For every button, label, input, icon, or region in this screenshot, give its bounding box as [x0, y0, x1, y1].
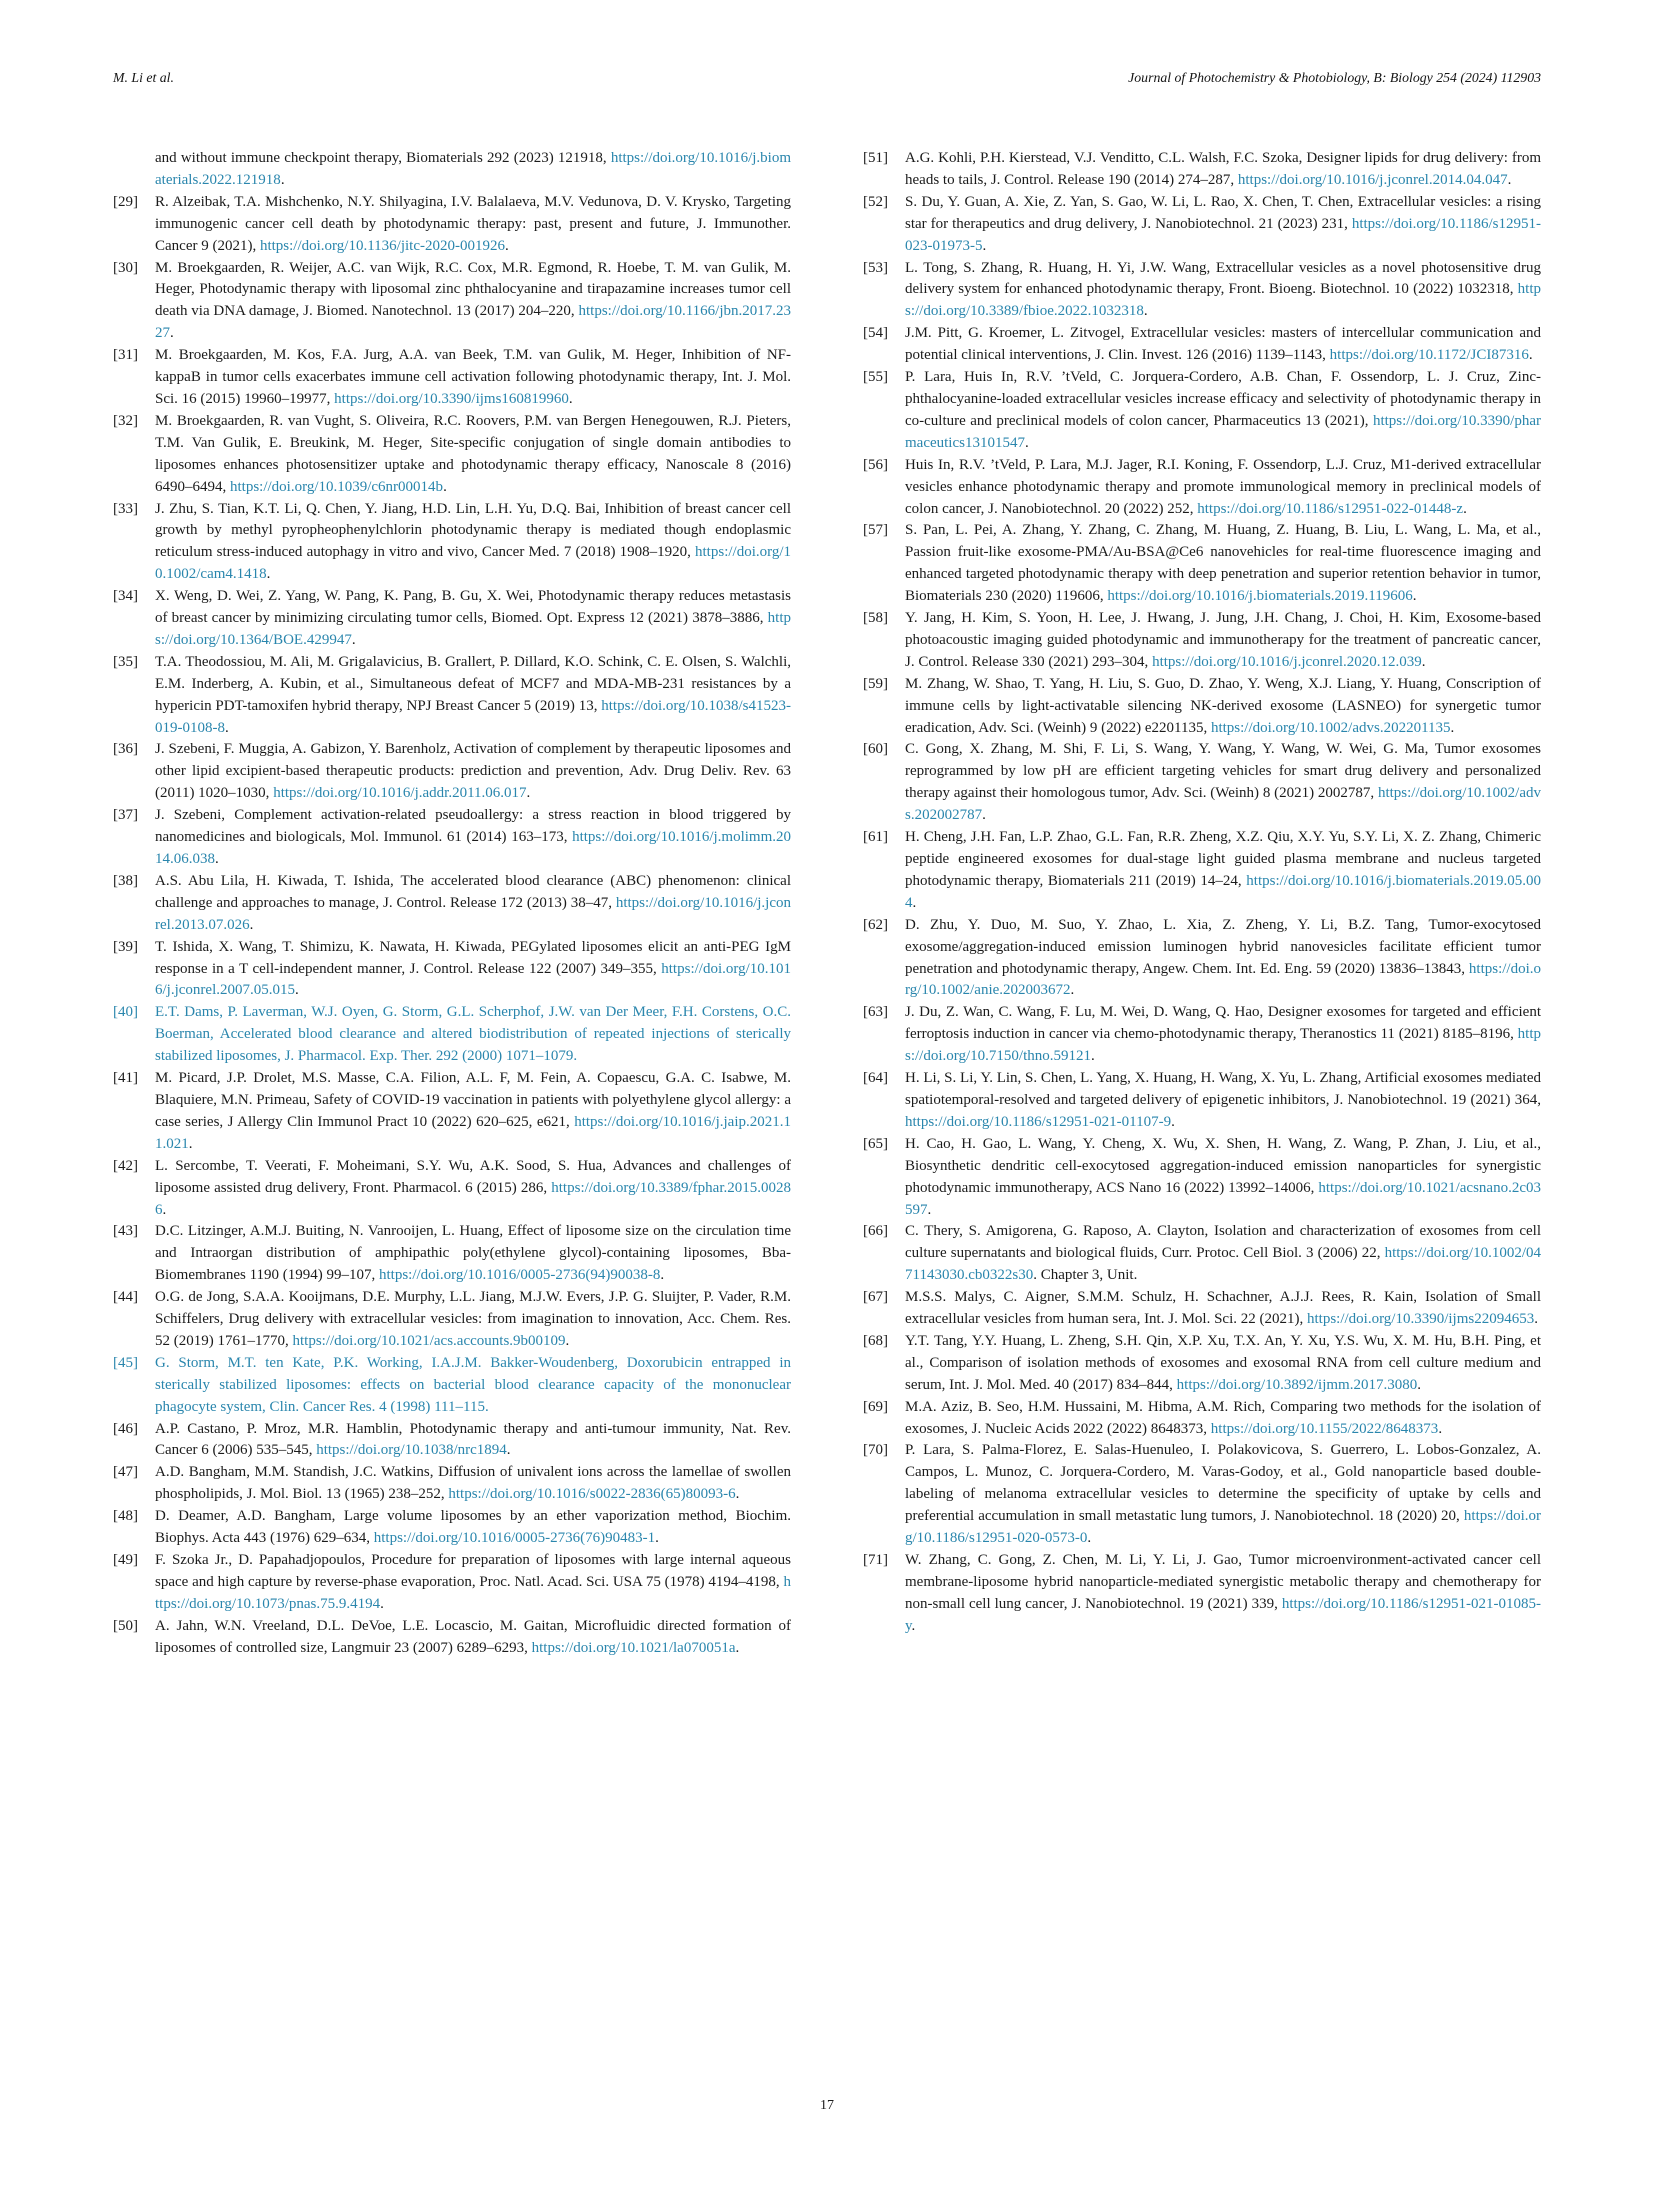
reference-text-segment: . [1171, 1113, 1175, 1130]
references-section [113, 148, 1541, 1660]
doi-link[interactable]: https://doi.org/10.3390/ijms22094653 [1306, 1311, 1535, 1328]
reference-number: [64] [863, 1070, 888, 1087]
doi-link[interactable]: https://doi.org/10.1002/advs.202002787 [905, 785, 1541, 824]
reference-number: [55] [863, 369, 888, 386]
reference-number: [61] [863, 829, 888, 846]
reference-text [155, 654, 791, 736]
reference-number: [53] [863, 259, 888, 276]
reference-text-segment: M. Broekgaarden, R. van Vught, S. Oliveira, R.C. Roovers, P.M. van Bergen Henegouwen, R.J. Pieters, T.M. Van Gulik, E. Breukink, M. Heger, Site-specific conjugation of single domain antibodies to liposomes enhances photosensitizer uptake and photodynamic therapy efficacy, Nanoscale 8 (2016) 6490–6494, [155, 412, 791, 495]
reference-text-segment: R. Alzeibak, T.A. Mishchenko, N.Y. Shilyagina, I.V. Balalaeva, M.V. Vedunova, D. V. Krysko, Targeting immunogenic cancer cell death by photodynamic therapy: past, present and future, J. Immunother. Cancer 9 (2021), [155, 193, 791, 254]
reference-number: [58] [863, 610, 888, 627]
reference-number: [50] [113, 1617, 138, 1634]
reference-number: [59] [863, 675, 888, 692]
doi-link[interactable]: https://doi.org/10.1002/cam4.1418 [155, 544, 791, 583]
doi-link[interactable]: https://doi.org/10.1016/j.jconrel.2007.05.015 [155, 960, 791, 999]
reference-text-segment: A. Jahn, W.N. Vreeland, D.L. DeVoe, L.E. Locascio, M. Gaitan, Microfluidic directed formation of liposomes of controlled size, Langmuir 23 (2007) 6289–6293, [155, 1617, 791, 1656]
reference-item [863, 1397, 1541, 1441]
reference-item [113, 1462, 791, 1506]
reference-text-segment: . [526, 785, 531, 802]
reference-text-segment: . [1534, 1311, 1538, 1328]
reference-item [113, 1616, 791, 1660]
reference-text [155, 1464, 791, 1502]
reference-text-segment: . [170, 325, 174, 342]
reference-text-segment: W. Zhang, C. Gong, Z. Chen, M. Li, Y. Li, J. Gao, Tumor microenvironment-activated cancer cell membrane-liposome hybrid nanoparticle-mediated synergistic metabolic therapy and chemotherapy for non-small cell lung cancer, J. Nanobiotechnol. 19 (2021) 339, [905, 1552, 1541, 1612]
reference-text-segment: P. Lara, S. Palma-Florez, E. Salas-Huenuleo, I. Polakovicova, S. Guerrero, L. Lobos-Gonzalez, A. Campos, L. Munoz, C. Jorquera-Cordero, M. Varas-Godoy, et al., Gold nanoparticle based double-labeling of melanoma extracellular vesicles to determine the specificity of uptake by cells and preferential accumulation in small metastatic lung tumors, J. Nanobiotechnol. 18 (2020) 20, [905, 1442, 1541, 1525]
reference-text [905, 457, 1541, 517]
reference-text-segment: J. Szebeni, F. Muggia, A. Gabizon, Y. Barenholz, Activation of complement by therapeutic liposomes and other lipid excipient-based therapeutic products: prediction and prevention, Adv. Drug Deliv. Rev. 63 (2011) 1020–1030, [155, 741, 791, 802]
reference-number: [34] [113, 588, 138, 605]
reference-text [905, 1004, 1541, 1064]
reference-item [863, 1440, 1541, 1550]
reference-number: [32] [113, 412, 138, 429]
reference-text-segment: . Chapter 3, Unit. [1033, 1267, 1138, 1284]
reference-number: [30] [113, 259, 138, 276]
reference-number: [44] [113, 1289, 138, 1306]
reference-text-segment: M. Broekgaarden, M. Kos, F.A. Jurg, A.A. van Beek, T.M. van Gulik, M. Heger, Inhibition of NF-kappaB in tumor cells exacerbates immune cell activation following photodynamic therapy, Int. J. Mol. Sci. 16 (2015) 19960–19977, [155, 347, 791, 407]
reference-number: [42] [113, 1157, 138, 1174]
doi-link[interactable]: https://doi.org/10.1172/JCI87316 [1329, 347, 1529, 364]
reference-text [905, 325, 1541, 363]
doi-link[interactable]: https://doi.org/10.1186/s12951-023-01973-5 [905, 215, 1541, 254]
reference-text [155, 501, 791, 583]
doi-link[interactable]: https://doi.org/10.1016/j.jconrel.2013.07.026 [155, 894, 791, 933]
reference-text [905, 1333, 1541, 1393]
reference-item [113, 652, 791, 740]
reference-text-segment: . [215, 851, 219, 867]
reference-item [863, 739, 1541, 827]
reference-text-segment: . [911, 1617, 916, 1634]
reference-text-segment: O.G. de Jong, S.A.A. Kooijmans, D.E. Murphy, L.L. Jiang, M.J.W. Evers, J.P. G. Sluijter, P. Vader, R.M. Schiffelers, Drug delivery with extracellular vesicles: from imagination to innovation, Acc. Chem. Res. 52 (2019) 1761–1770, [155, 1289, 791, 1349]
reference-text-segment: . [266, 566, 271, 583]
reference-item [863, 1221, 1541, 1287]
reference-number: [57] [863, 522, 888, 539]
doi-link[interactable]: https://doi.org/10.1016/j.molimm.2014.06.038 [155, 829, 791, 867]
reference-item [113, 1353, 791, 1419]
doi-link[interactable]: https://doi.org/10.1166/jbn.2017.2327 [155, 303, 791, 342]
doi-link[interactable]: https://doi.org/10.1002/advs.202201135 [1210, 719, 1451, 736]
reference-text [155, 1552, 791, 1612]
reference-text-segment: . [912, 894, 917, 911]
reference-item [863, 367, 1541, 455]
reference-item [863, 608, 1541, 674]
reference-text-segment: . [568, 390, 573, 407]
reference-text [905, 1289, 1541, 1327]
reference-text-segment: . [1507, 171, 1512, 188]
reference-text-segment: T.A. Theodossiou, M. Ali, M. Grigalavicius, B. Grallert, P. Dillard, K.O. Schink, C. E. Olsen, S. Walchli, E.M. Inderberg, A. Kubin, et al., Simultaneous defeat of MCF7 and MDA-MB-231 resistances by a hypericin PDT-tamoxifen hybrid therapy, NPJ Breast Cancer 5 (2019) 13, [155, 653, 791, 714]
reference-text-segment: A.D. Bangham, M.M. Standish, J.C. Watkins, Diffusion of univalent ions across the lamellae of swollen phospholipids, J. Mol. Biol. 13 (1965) 238–252, [155, 1464, 791, 1503]
reference-text-segment: . [504, 237, 509, 254]
reference-text-segment: . [982, 807, 986, 824]
reference-number: [33] [113, 500, 138, 517]
reference-text [155, 413, 791, 495]
reference-text-segment: . [927, 1201, 932, 1218]
reference-item [863, 1287, 1541, 1331]
reference-number: [29] [113, 193, 138, 210]
reference-text [905, 194, 1541, 254]
reference-text-segment: . [249, 916, 254, 933]
reference-text-segment: . [735, 1486, 740, 1503]
doi-link[interactable]: https://doi.org/10.1021/la070051a [531, 1639, 736, 1656]
reference-item [113, 345, 791, 411]
reference-item [863, 1002, 1541, 1068]
reference-number: [68] [863, 1332, 888, 1349]
reference-item [863, 1550, 1541, 1638]
reference-number: [54] [863, 325, 888, 342]
reference-text-segment: A.P. Castano, P. Mroz, M.R. Hamblin, Photodynamic therapy and anti-tumour immunity, Nat. Rev. Cancer 6 (2006) 535–545, [155, 1420, 791, 1459]
reference-text [905, 676, 1541, 736]
reference-text [905, 369, 1541, 451]
reference-text-segment: M. Zhang, W. Shao, T. Yang, H. Liu, S. Guo, D. Zhao, Y. Weng, X.J. Liang, Y. Huang, Conscription of immune cells by light-activatable silencing NK-derived exosome (LASNEO) for synergetic tumor eradication, Adv. Sci. (Weinh) 9 (2022) e2201135, [905, 675, 1541, 736]
reference-number: [40] [113, 1004, 138, 1021]
reference-text-segment: . [1463, 500, 1467, 517]
reference-text-segment: D.C. Litzinger, A.M.J. Buiting, N. Vanrooijen, L. Huang, Effect of liposome size on the circulation time and Intraorgan distribution of amphipathic poly(ethylene glycol)-containing liposomes, Bba-Biomembranes 1190 (1994) 99–107, [155, 1223, 791, 1284]
reference-text [155, 1004, 791, 1064]
reference-number: [37] [113, 807, 138, 824]
doi-link[interactable]: https://doi.org/10.1021/acs.accounts.9b00109 [292, 1332, 566, 1349]
doi-link[interactable]: https://doi.org/10.1038/s41523-019-0108-8 [155, 697, 791, 736]
reference-text-segment: D. Zhu, Y. Duo, M. Suo, Y. Zhao, L. Xia, Z. Zheng, Y. Li, B.Z. Tang, Tumor-exocytosed exosome/aggregation-induced emission luminogen hybrid nanovesicles facilitate efficient tumor penetration and photodynamic therapy, Angew. Chem. Int. Ed. Eng. 59 (2020) 13836–13843, [905, 916, 1541, 977]
reference-text [905, 1223, 1541, 1283]
reference-text [155, 741, 791, 801]
reference-item [113, 739, 791, 805]
reference-text-segment: . [1070, 982, 1075, 999]
reference-item [113, 1287, 791, 1353]
doi-link[interactable]: https://doi.org/10.3892/ijmm.2017.3080 [1176, 1376, 1418, 1393]
reference-text [155, 1421, 791, 1459]
reference-text-segment: . [1024, 434, 1029, 451]
doi-link[interactable]: https://doi.org/10.3389/fphar.2015.00286 [155, 1179, 791, 1218]
reference-text-segment: . [1090, 1048, 1095, 1065]
doi-link[interactable]: https://doi.org/10.1186/s12951-020-0573-0 [905, 1508, 1541, 1547]
doi-link[interactable]: https://doi.org/10.3390/pharmaceutics13101547 [905, 412, 1541, 451]
doi-link[interactable]: https://doi.org/10.1021/acsnano.2c03597 [905, 1179, 1541, 1218]
doi-link[interactable]: https://doi.org/10.1016/j.jconrel.2014.04.047 [1237, 171, 1508, 188]
reference-text-segment: . [506, 1442, 511, 1459]
reference-text [905, 610, 1541, 670]
reference-number: [39] [113, 938, 138, 955]
reference-text-segment: S. Du, Y. Guan, A. Xie, Z. Yan, S. Gao, W. Li, L. Rao, X. Chen, T. Chen, Extracellular vesicles: a rising star for therapeutics and drug delivery, J. Nanobiotechnol. 21 (2023) 231, [905, 193, 1541, 232]
reference-text-segment: . [1450, 719, 1455, 736]
reference-text-segment: . [1417, 1376, 1421, 1393]
doi-link[interactable]: https://doi.org/10.3389/fbioe.2022.1032318 [905, 281, 1541, 320]
reference-text-segment: . [1528, 347, 1533, 364]
doi-link[interactable]: https://doi.org/10.3390/ijms160819960 [334, 390, 569, 407]
reference-text-segment: . [1087, 1530, 1092, 1547]
doi-link[interactable]: https://doi.org/10.1016/j.biomaterials.2022.121918 [155, 150, 791, 188]
doi-link[interactable]: https://doi.org/10.1016/j.jaip.2021.11.021 [155, 1113, 791, 1152]
reference-text-segment: . [162, 1201, 167, 1218]
reference-text-segment: H. Cheng, J.H. Fan, L.P. Zhao, G.L. Fan, R.R. Zheng, X.Z. Qiu, X.Y. Yu, S.Y. Li, X. Z. Zhang, Chimeric peptide engineered exosomes for dual-stage light guided plasma membrane and nucleus targeted photodynamic therapy, Biomaterials 211 (2019) 14–24, [905, 829, 1541, 889]
doi-link[interactable]: https://doi.org/10.1016/0005-2736(76)90483-1 [373, 1530, 656, 1547]
page-number: 17 [820, 2098, 834, 2113]
reference-text [155, 150, 791, 188]
reference-item [113, 1068, 791, 1156]
reference-number: [35] [113, 653, 138, 670]
reference-text-segment: . [294, 982, 299, 999]
reference-text-segment: Y. Jang, H. Kim, S. Yoon, H. Lee, J. Hwang, J. Jung, J.H. Chang, J. Choi, H. Kim, Exosome-based photoacoustic imaging guided photodynamic and immunotherapy for the treatment of pancreatic cancer, J. Control. Release 330 (2021) 293–304, [905, 610, 1541, 670]
reference-text [905, 1442, 1541, 1546]
reference-text-segment: H. Cao, H. Gao, L. Wang, Y. Cheng, X. Wu, X. Shen, H. Wang, Z. Wang, P. Zhan, J. Liu, et al., Biosynthetic dendritic cell-exocytosed aggregation-induced emission nanoparticles for synergistic photodynamic immunotherapy, ACS Nano 16 (2022) 13992–14006, [905, 1135, 1541, 1196]
reference-item [113, 586, 791, 652]
reference-text-segment: S. Pan, L. Pei, A. Zhang, Y. Zhang, C. Zhang, M. Huang, Z. Huang, B. Liu, L. Wang, L. Ma, et al., Passion fruit-like exosome-PMA/Au-BSA@Ce6 nanovehicles for real-time fluorescence imaging and enhanced targeted photodynamic therapy with deep penetration and superior retention behavior in tumor, Biomaterials 230 (2020) 119606, [905, 522, 1541, 605]
reference-text [155, 1158, 791, 1218]
reference-text-segment: L. Tong, S. Zhang, R. Huang, H. Yi, J.W. Wang, Extracellular vesicles as a novel photosensitive drug delivery system for enhanced photodynamic therapy, Front. Bioeng. Biotechnol. 10 (2022) 1032318, [905, 259, 1541, 298]
reference-text-segment: Y.T. Tang, Y.Y. Huang, L. Zheng, S.H. Qin, X.P. Xu, T.X. An, Y. Xu, Y.S. Wu, X. M. Hu, B.H. Ping, et al., Comparison of isolation methods of exosomes and exosomal RNA from cell culture medium and serum, Int. J. Mol. Med. 40 (2017) 834–844, [905, 1332, 1541, 1393]
reference-text [905, 917, 1541, 999]
reference-number: [65] [863, 1135, 888, 1152]
reference-item [113, 411, 791, 499]
reference-text-segment: M. Picard, J.P. Drolet, M.S. Masse, C.A. Filion, A.L. F, M. Fein, A. Copaescu, G.A. C. Isabwe, M. Blaquiere, M.N. Primeau, Safety of COVID-19 vaccination in patients with polyethylene glycol allergy: a case series, J Allergy Clin Immunol Pract 10 (2022) 620–625, e621, [155, 1070, 791, 1130]
reference-item [113, 499, 791, 587]
page-footer [0, 2098, 1654, 2114]
reference-item [113, 1002, 791, 1068]
reference-text-segment: D. Deamer, A.D. Bangham, Large volume liposomes by an ether vaporization method, Biochim. Biophys. Acta 443 (1976) 629–634, [155, 1508, 791, 1547]
reference-text-segment: . [443, 478, 447, 495]
reference-text-segment: . [1412, 588, 1417, 605]
reference-text [155, 807, 791, 867]
reference-item [113, 148, 791, 192]
doi-link[interactable]: https://doi.org/10.1039/c6nr00014b [230, 478, 444, 495]
reference-text-segment: . [660, 1267, 665, 1284]
reference-number: [71] [863, 1552, 888, 1568]
reference-text-segment: . [565, 1332, 570, 1349]
reference-text-segment: M.A. Aziz, B. Seo, H.M. Hussaini, M. Hibma, A.M. Rich, Comparing two methods for the isolation of exosomes, J. Nucleic Acids 2022 (2022) 8648373, [905, 1398, 1541, 1437]
reference-item [113, 805, 791, 871]
reference-text [155, 1508, 791, 1546]
reference-text [155, 588, 791, 648]
reference-item [863, 323, 1541, 367]
doi-link[interactable]: https://doi.org/10.1016/j.addr.2011.06.017 [273, 785, 527, 802]
reference-text-segment: . [188, 1135, 193, 1152]
reference-text [155, 1618, 791, 1656]
running-author: M. Li et al. [113, 70, 174, 85]
reference-item [113, 1419, 791, 1463]
reference-number: [52] [863, 193, 888, 210]
reference-text-segment: . [982, 237, 987, 254]
reference-text-segment: M. Broekgaarden, R. Weijer, A.C. van Wijk, R.C. Cox, M.R. Egmond, R. Hoebe, T. M. van Gulik, M. Heger, Photodynamic therapy with liposomal zinc phthalocyanine and tirapazamine increases tumor cell death via DNA damage, J. Biomed. Nanotechnol. 13 (2017) 204–220, [155, 259, 791, 320]
reference-text-segment: Huis In, R.V. ’tVeld, P. Lara, M.J. Jager, R.I. Koning, F. Ossendorp, L.J. Cruz, M1-derived extracellular vesicles enhance photodynamic therapy and promote immunological memory in preclinical models of colon cancer, J. Nanobiotechnol. 20 (2022) 252, [905, 456, 1541, 517]
doi-link[interactable]: https://doi.org/10.1016/0005-2736(94)90038-8 [379, 1267, 661, 1284]
reference-item [113, 1550, 791, 1616]
reference-text [155, 1355, 791, 1415]
reference-number: [67] [863, 1289, 888, 1306]
reference-text [905, 522, 1541, 604]
reference-item [863, 827, 1541, 915]
reference-text-segment: G. Storm, M.T. ten Kate, P.K. Working, I.A.J.M. Bakker-Woudenberg, Doxorubicin entrapped in sterically stabilized liposomes: effects on bacterial blood clearance capacity of the mononuclear phagocyte system, Clin. Cancer Res. 4 (1998) 111–115. [155, 1354, 791, 1415]
reference-item [863, 192, 1541, 258]
reference-number: [41] [113, 1070, 138, 1087]
reference-text [155, 260, 791, 342]
reference-item [113, 871, 791, 937]
references-column-right [863, 148, 1541, 1660]
reference-text-segment: J. Szebeni, Complement activation-related pseudoallergy: a stress reaction in blood triggered by nanomedicines and biologicals, Mol. Immunol. 61 (2014) 163–173, [155, 807, 791, 846]
reference-text [905, 1070, 1541, 1130]
reference-text [905, 150, 1541, 188]
doi-link[interactable]: https://doi.org/10.7150/thno.59121 [905, 1026, 1541, 1065]
reference-text [155, 939, 791, 999]
reference-text-segment: . [1438, 1420, 1443, 1437]
reference-number: [49] [113, 1552, 138, 1568]
page-header [113, 70, 1541, 86]
reference-text [155, 873, 791, 933]
reference-item [113, 258, 791, 346]
reference-item [863, 258, 1541, 324]
reference-text [905, 741, 1541, 823]
reference-number: [51] [863, 150, 888, 166]
reference-item [113, 192, 791, 258]
references-column-left [113, 148, 791, 1660]
reference-text-segment: T. Ishida, X. Wang, T. Shimizu, K. Nawata, H. Kiwada, PEGylated liposomes elicit an anti-PEG IgM response in a T cell-independent manner, J. Control. Release 122 (2007) 349–355, [155, 938, 791, 977]
doi-link[interactable]: https://doi.org/10.1002/anie.202003672 [905, 960, 1541, 999]
reference-text-segment: E.T. Dams, P. Laverman, W.J. Oyen, G. Storm, G.L. Scherphof, J.W. van Der Meer, F.H. Corstens, O.C. Boerman, Accelerated blood clearance and altered biodistribution of repeated injections of sterically stabilized liposomes, J. Pharmacol. Exp. Ther. 292 (2000) 1071–1079. [155, 1004, 791, 1065]
reference-number: [48] [113, 1508, 138, 1525]
reference-number: [63] [863, 1004, 888, 1021]
reference-number: [62] [863, 916, 888, 933]
reference-item [863, 148, 1541, 192]
reference-item [863, 915, 1541, 1003]
reference-text-segment: F. Szoka Jr., D. Papahadjopoulos, Procedure for preparation of liposomes with large internal aqueous space and high capture by reverse-phase evaporation, Proc. Natl. Acad. Sci. USA 75 (1978) 4194–4198, [155, 1552, 791, 1590]
reference-item [863, 1134, 1541, 1222]
reference-text-segment: . [351, 631, 356, 648]
reference-text-segment: J. Zhu, S. Tian, K.T. Li, Q. Chen, Y. Jiang, H.D. Lin, L.H. Yu, D.Q. Bai, Inhibition of breast cancer cell growth by methyl pyropheophenylchlorin photodynamic therapy is mediated though endoplasmic reticulum stress-induced autophagy in vitro and vivo, Cancer Med. 7 (2018) 1908–1920, [155, 500, 791, 561]
reference-text-segment: A.G. Kohli, P.H. Kierstead, V.J. Venditto, C.L. Walsh, F.C. Szoka, Designer lipids for drug delivery: from heads to tails, J. Control. Release 190 (2014) 274–287, [905, 150, 1541, 188]
reference-number: [43] [113, 1223, 138, 1240]
reference-text [905, 1552, 1541, 1634]
reference-text-segment: . [225, 719, 229, 736]
doi-link[interactable]: https://doi.org/10.1016/j.biomaterials.2019.119606 [1107, 588, 1413, 605]
reference-text-segment: . [380, 1595, 384, 1612]
doi-link[interactable]: https://doi.org/10.1073/pnas.75.9.4194 [155, 1573, 791, 1612]
reference-text [155, 1070, 791, 1152]
reference-number: [46] [113, 1420, 138, 1437]
reference-item [113, 937, 791, 1003]
reference-item [863, 1331, 1541, 1397]
reference-number: [56] [863, 456, 888, 473]
reference-text-segment: . [1421, 653, 1426, 670]
reference-text-segment: . [1143, 303, 1148, 320]
reference-text-segment: . [655, 1530, 659, 1547]
reference-number: [60] [863, 741, 888, 758]
doi-link[interactable]: https://doi.org/10.1016/j.jconrel.2020.12.039 [1152, 653, 1422, 670]
doi-link[interactable]: https://doi.org/10.1186/s12951-021-01107-9 [905, 1113, 1172, 1130]
reference-text [905, 829, 1541, 911]
reference-text-segment: X. Weng, D. Wei, Z. Yang, W. Pang, K. Pang, B. Gu, X. Wei, Photodynamic therapy reduces metastasis of breast cancer by minimizing circulating tumor cells, Biomed. Opt. Express 12 (2021) 3878–3886, [155, 588, 791, 627]
reference-text-segment: J. Du, Z. Wan, C. Wang, F. Lu, M. Wei, D. Wang, Q. Hao, Designer exosomes for targeted and efficient ferroptosis induction in cancer via chemo-photodynamic therapy, Theranostics 11 (2021) 8185–8196, [905, 1004, 1541, 1043]
reference-text [155, 347, 791, 407]
reference-item [863, 1068, 1541, 1134]
reference-number: [70] [863, 1442, 888, 1459]
doi-link[interactable]: https://doi.org/10.1016/j.biomaterials.2019.05.004 [905, 872, 1541, 911]
reference-number: [36] [113, 741, 138, 758]
reference-text [905, 1399, 1541, 1437]
reference-number: [66] [863, 1223, 888, 1240]
doi-link[interactable]: https://doi.org/10.1038/nrc1894 [316, 1442, 507, 1459]
reference-item [863, 455, 1541, 521]
reference-text-segment: C. Thery, S. Amigorena, G. Raposo, A. Clayton, Isolation and characterization of exosomes from cell culture supernatants and biological fluids, Curr. Protoc. Cell Biol. 3 (2006) 22, [905, 1223, 1541, 1262]
reference-text-segment: A.S. Abu Lila, H. Kiwada, T. Ishida, The accelerated blood clearance (ABC) phenomenon: clinical challenge and approaches to manage, J. Control. Release 172 (2013) 38–47, [155, 872, 791, 911]
journal-title: Journal of Photochemistry & Photobiology, B: Biology 254 (2024) 112903 [1128, 70, 1541, 85]
reference-text [155, 1223, 791, 1283]
reference-number: [47] [113, 1464, 138, 1481]
doi-link[interactable]: https://doi.org/10.1016/s0022-2836(65)80093-6 [448, 1486, 736, 1503]
reference-text-segment: . [735, 1639, 740, 1656]
doi-link[interactable]: https://doi.org/10.1186/s12951-021-01085-y [905, 1595, 1541, 1634]
reference-number: [38] [113, 872, 138, 889]
doi-link[interactable]: https://doi.org/10.1002/0471143030.cb0322s30 [905, 1245, 1541, 1284]
reference-text [905, 260, 1541, 320]
reference-text-segment: J.M. Pitt, G. Kroemer, L. Zitvogel, Extracellular vesicles: masters of intercellular communication and potential clinical interventions, J. Clin. Invest. 126 (2016) 1139–1143, [905, 325, 1541, 364]
reference-text-segment: C. Gong, X. Zhang, M. Shi, F. Li, S. Wang, Y. Wang, Y. Wang, W. Wei, G. Ma, Tumor exosomes reprogrammed by low pH are efficient targeting vehicles for smart drug delivery and personalized therapy against their homologous tumor, Adv. Sci. (Weinh) 8 (2021) 2002787, [905, 741, 1541, 802]
reference-text [155, 194, 791, 254]
reference-text-segment: . [280, 171, 285, 188]
reference-text [155, 1289, 791, 1349]
doi-link[interactable]: https://doi.org/10.1186/s12951-022-01448-z [1197, 500, 1464, 517]
reference-text-segment: H. Li, S. Li, Y. Lin, S. Chen, L. Yang, X. Huang, H. Wang, X. Yu, L. Zhang, Artificial exosomes mediated spatiotemporal-resolved and targeted delivery of epigenetic inhibitors, J. Nanobiotechnol. 19 (2021) 364, [905, 1070, 1541, 1108]
reference-item [113, 1506, 791, 1550]
reference-item [113, 1221, 791, 1287]
reference-number: [45] [113, 1354, 138, 1371]
reference-text-segment: L. Sercombe, T. Veerati, F. Moheimani, S.Y. Wu, A.K. Sood, S. Hua, Advances and challenges of liposome assisted drug delivery, Front. Pharmacol. 6 (2015) 286, [155, 1157, 791, 1196]
reference-text-segment: M.S.S. Malys, C. Aigner, S.M.M. Schulz, H. Schachner, A.J.J. Rees, R. Kain, Isolation of Small extracellular vesicles from human sera, Int. J. Mol. Sci. 22 (2021), [905, 1289, 1541, 1328]
doi-link[interactable]: https://doi.org/10.1155/2022/8648373 [1210, 1420, 1439, 1437]
reference-text [905, 1136, 1541, 1218]
doi-link[interactable]: https://doi.org/10.1364/BOE.429947 [155, 610, 791, 648]
doi-link[interactable]: https://doi.org/10.1136/jitc-2020-001926 [259, 237, 505, 254]
reference-number: [69] [863, 1398, 888, 1415]
reference-item [863, 674, 1541, 740]
reference-item [113, 1156, 791, 1222]
reference-text-segment: P. Lara, Huis In, R.V. ’tVeld, C. Jorquera-Cordero, A.B. Chan, F. Ossendorp, L. J. Cruz, Zinc-phthalocyanine-loaded extracellular vesicles increase efficacy and selectivity of photodynamic therapy in co-culture and preclinical models of colon cancer, Pharmaceutics 13 (2021), [905, 369, 1541, 429]
reference-text-segment: and without immune checkpoint therapy, Biomaterials 292 (2023) 121918, [155, 150, 611, 166]
reference-item [863, 520, 1541, 608]
reference-number: [31] [113, 347, 138, 364]
